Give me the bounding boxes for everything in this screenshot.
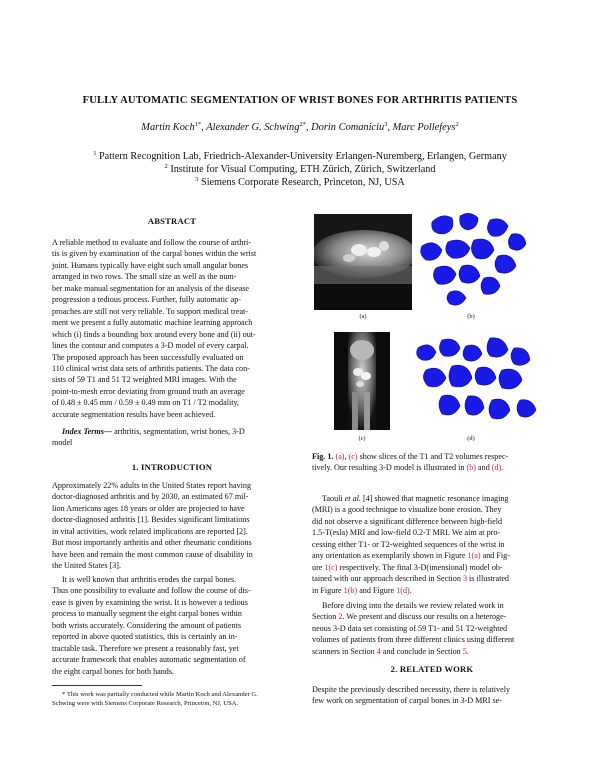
text-line [312,600,552,611]
text-fragment: respectively. The final 3-D(imensional) model ob- [337,562,503,572]
text-line [312,623,552,634]
figure-ref-link[interactable]: (c) [348,452,358,461]
abstract-heading: ABSTRACT [147,216,197,226]
author-name: Dorin Comaniciu [311,122,385,133]
text-line: which (i) finds a bounding box around every bone and (ii) out- [52,329,256,339]
cross-ref-link[interactable]: 3 [462,574,468,584]
figure-panel-a-mri-t1 [314,214,412,310]
text-fragment: neous 3-D data set consisting of 59 T1- and 51 T2-weighted [312,623,508,633]
text-line: A reliable method to evaluate and follow the course of arthri- [52,238,251,247]
intro-paragraph-1 [52,480,292,572]
figure-panel-b-3d-model [412,212,530,310]
figure-panel-d-3d-model [412,334,542,432]
figure-caption: Fig. 1. (a), (c) show slices of the T1 and T2 volumes respec- tively. Our resulting 3-D model is illustrated in (b) and (d). [312,452,509,473]
author-sup: 2* [299,121,306,128]
text-fragment: and conclude in Section [380,646,463,656]
figure-label-d: (d) [467,435,475,442]
footnote: * This work was partially conducted while Martin Koch and Alexander G. Schwing were with Siemens Corporate Research, Princeton, NJ, USA. [52,691,258,707]
text-fragment: tained with our approach described in Section [312,574,463,584]
cross-ref-link[interactable]: 2 [338,612,343,622]
text-line: lion Americans ages 18 years or older are projected to have [52,503,245,513]
text-fragment: . [466,646,469,656]
related-work-paragraph [312,684,552,707]
text-line: Despite the previously described necessity, there is relatively [312,685,511,694]
text-line: in vital activities, work related implications are reported [2]. [52,526,248,536]
author-name: Marc Pollefeys [392,122,456,133]
text-fragment: . We present and discuss our results on a heteroge- [342,612,507,622]
right-paragraph-1 [312,493,552,596]
intro-heading: 1. INTRODUCTION [131,462,213,472]
text-line: reported in above quoted statistics, this is certainly an in- [52,632,238,642]
figure-label-a: (a) [359,313,367,320]
text-line [312,527,552,538]
related-work-heading: 2. RELATED WORK [390,664,474,674]
index-terms: Index Terms— arthritis, segmentation, wrist bones, 3-D model [52,427,245,448]
text-line: 110 clinical wrist data sets of arthritis patients. The data con- [52,363,250,373]
text-line: few work on segmentation of carpal bones in 3-D MRI se- [312,696,502,706]
figure-ref-link[interactable]: (a) [335,452,345,461]
text-line: tis is given by examination of the carpal bones within the wrist [52,249,257,259]
text-fragment: Before diving into the details we review related work in [322,601,504,610]
text-fragment: et al. [344,494,361,503]
text-line: doctor-diagnosed arthritis [1]. Besides significant limitations [52,515,250,525]
text-fragment: volumes of patients from three different clinics using different [312,635,515,645]
text-fragment: and Figure [357,585,397,595]
right-paragraph-2 [312,600,552,657]
text-line: Approximately 22% adults in the United States report having [52,481,252,490]
text-line: It is well known that arthritis erodes the carpal bones. [62,575,237,584]
text-line: doctor-diagnosed arthritis and by 2030, an estimated 67 mil- [52,492,249,502]
text-line: ease is given by examining the wrist. It is however a tedious [52,597,248,607]
text-line: The proposed approach has been successfully evaluated on [52,352,244,362]
cross-ref-link[interactable]: 4 [376,646,381,656]
cross-ref-link[interactable]: 1(c) [324,562,338,572]
text-fragment: Section [312,612,339,622]
mri-slice-image [314,214,412,310]
text-line: have been and remain the most common cause of disability in [52,549,253,559]
text-line: ment we present a fully automatic machine learning approach [52,318,253,328]
text-fragment: [4] showed that magnetic resonance imaging [360,494,509,503]
affiliation: $^3$ Siemens Corporate Research, Princeton, NJ, USA [195,176,405,188]
text-fragment: did not observe a significant difference between high-field [312,516,503,526]
mri-slice-image [334,332,390,430]
text-line [312,646,552,657]
text-line [312,562,552,573]
text-line: the eight carpal bones for both hands. [52,666,175,676]
text-line: of 0.48 ± 0.45 mm / 0.59 ± 0.49 mm on T1 / T2 modality, [52,398,240,408]
text-fragment: 1.5-T(esla) MRI and low-field 0.2-T MRI. We aim at pro- [312,528,501,538]
text-line: proaches are still not very reliable. To support medical treat- [52,306,249,316]
text-line: point-to-mesh error deviating from ground truth an average [52,386,245,396]
text-line [312,611,552,622]
text-line [312,585,552,596]
text-line [312,493,552,504]
text-fragment: in Figure [312,585,344,595]
text-line: ber make manual segmentation for an analysis of the disease [52,283,249,293]
text-line: the United States [3]. [52,561,122,571]
text-line: lines the contour and computes a 3-D model of every carpal. [52,341,249,351]
paper-title: FULLY AUTOMATIC SEGMENTATION OF WRIST BONES FOR ARTHRITIS PATIENTS [82,95,518,106]
cross-ref-link[interactable]: 5 [462,646,467,656]
figure-ref-link[interactable]: (d) [491,463,502,473]
text-fragment: scanners in Section [312,646,377,656]
text-fragment: (MRI) is a good technique to visualize bone erosion. They [312,505,502,515]
figure-label-b: (b) [467,313,475,320]
text-line: process to manually segment the eight carpal bones within [52,609,242,619]
text-fragment: is illustrated [467,574,509,584]
text-fragment: . [409,585,412,595]
abstract-body [52,237,292,420]
author-sup: 2 [455,121,459,128]
text-line: joint. Humans typically have eight such small angular bones [52,260,249,270]
text-line: sists of 59 T1 and 51 T2 weighted MRI images. With the [52,375,237,385]
text-line [312,504,552,515]
bone-model-image [412,212,530,310]
text-line [312,573,552,584]
text-line: Thus one possibility to evaluate and follow the course of dis- [52,586,251,596]
text-fragment: cessing either T1- or T2-weighted sequences of the wrist in [312,539,505,549]
text-fragment: and Fig- [480,551,510,561]
figure-ref-link[interactable]: (b) [466,463,476,473]
figure-label-c: (c) [358,435,366,442]
text-line: both wrists accurately. Considering the amount of patients [52,620,242,630]
author-name: Alexander G. Schwing [206,122,300,133]
text-line [312,634,552,645]
text-line: progression a tedious process. Further, fully automatic ap- [52,295,241,305]
cross-ref-link[interactable]: 1(d) [396,585,410,595]
author-sup: 1* [194,121,202,128]
figure-panel-c-mri-t2 [334,332,390,430]
author-list: Martin Koch$^{1*}$, Alexander G. Schwing$^{2*}$, Dorin Comaniciu$^3$, Marc Pollefeys$^2$ [141,121,459,133]
affiliation: $^2$ Institute for Visual Computing, ETH Zürich, Zürich, Switzerland [164,163,436,175]
text-line [312,516,552,527]
bone-model-image [412,334,542,432]
text-fragment: Taouli [322,494,345,503]
text-line [312,539,552,550]
text-line: accurate framework that enables automatic segmentation of [52,655,246,665]
affiliation: $^1$ Pattern Recognition Lab, Friedrich-Alexander-University Erlangen-Nuremberg, Erlangen, Germany [93,150,507,162]
cross-ref-link[interactable]: 1(b) [343,585,358,595]
text-line [312,550,552,561]
text-fragment: ure [312,562,325,572]
text-fragment: any orientation as exemplarily shown in Figure [312,551,468,561]
text-line: arranged in two rows. The small size as well as the num- [52,272,237,282]
cross-ref-link[interactable]: 1(a) [467,551,481,561]
footnote-rule [52,685,142,686]
text-line: accurate segmentation results have been achieved. [52,409,216,419]
intro-paragraph-2 [52,574,292,677]
author-sup: 3 [384,121,388,128]
author-name: Martin Koch [141,122,195,133]
text-line: tractable task. Therefore we present a reasonably fast, yet [52,643,239,653]
text-line: But most importantly arthritis and other rheumatic conditions [52,538,252,548]
